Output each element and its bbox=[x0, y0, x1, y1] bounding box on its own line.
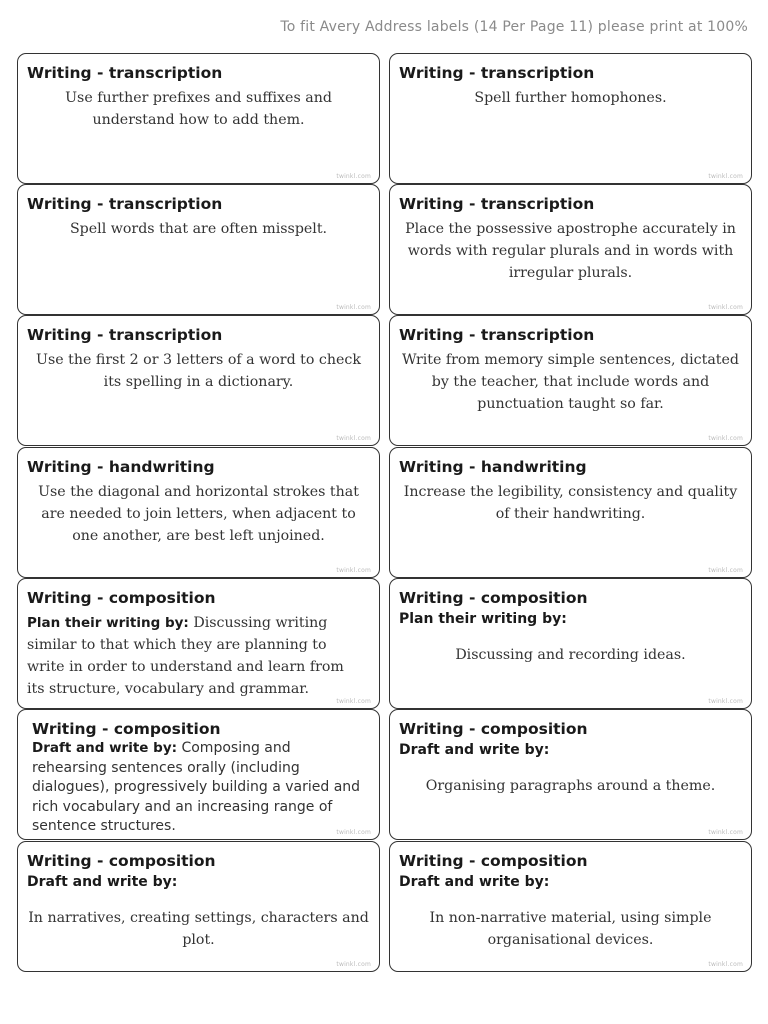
brand-mark: twinkl.com bbox=[336, 567, 371, 574]
card-title: Writing - transcription bbox=[27, 326, 223, 344]
card-lead: Plan their writing by: bbox=[27, 615, 189, 631]
card-body: Discussing and recording ideas. bbox=[455, 647, 686, 663]
print-instruction: To fit Avery Address labels (14 Per Page 11) please print at 100% bbox=[280, 19, 748, 35]
card-body: Use the diagonal and horizontal strokes that are needed to join letters, when adjacent to one another, are best left unjoined. bbox=[38, 484, 359, 544]
label-card bbox=[17, 315, 380, 446]
card-text: Discussing writing similar to that which they are planning to write in order to understand and learn from its structure, vocabulary and grammar. bbox=[27, 615, 344, 697]
card-title: Writing - composition bbox=[32, 720, 221, 738]
label-card bbox=[17, 53, 380, 184]
card-body: Spell further homophones. bbox=[474, 90, 667, 106]
label-card bbox=[17, 709, 380, 840]
label-card bbox=[389, 447, 752, 578]
label-card bbox=[389, 184, 752, 315]
card-title: Writing - composition bbox=[399, 589, 588, 607]
card-title: Writing - composition bbox=[399, 852, 588, 870]
card-body: Place the possessive apostrophe accurately in words with regular plurals and in words with irregular plurals. bbox=[405, 221, 736, 281]
card-lead: Plan their writing by: bbox=[399, 611, 567, 627]
card-title: Writing - handwriting bbox=[399, 458, 587, 476]
brand-mark: twinkl.com bbox=[708, 698, 743, 705]
card-body bbox=[27, 612, 365, 700]
brand-mark: twinkl.com bbox=[336, 435, 371, 442]
brand-mark: twinkl.com bbox=[336, 698, 371, 705]
card-title: Writing - composition bbox=[27, 852, 216, 870]
card-title: Writing - transcription bbox=[399, 195, 595, 213]
label-card bbox=[17, 578, 380, 709]
card-title: Writing - transcription bbox=[27, 195, 223, 213]
card-body: Increase the legibility, consistency and quality of their handwriting. bbox=[403, 484, 738, 522]
label-card bbox=[389, 315, 752, 446]
label-card bbox=[389, 841, 752, 972]
card-lead: Draft and write by: bbox=[27, 874, 178, 890]
label-card bbox=[17, 841, 380, 972]
label-card bbox=[17, 184, 380, 315]
brand-mark: twinkl.com bbox=[336, 304, 371, 311]
card-body: Write from memory simple sentences, dictated by the teacher, that include words and punctuation taught so far. bbox=[402, 352, 739, 412]
card-body: Spell words that are often misspelt. bbox=[69, 221, 328, 237]
brand-mark: twinkl.com bbox=[708, 435, 743, 442]
card-lead: Draft and write by: bbox=[399, 742, 550, 758]
brand-mark: twinkl.com bbox=[708, 829, 743, 836]
card-title: Writing - transcription bbox=[399, 326, 595, 344]
card-title: Writing - transcription bbox=[27, 64, 223, 82]
label-card bbox=[389, 53, 752, 184]
card-body: In narratives, creating settings, characters and plot. bbox=[28, 910, 369, 948]
card-title: Writing - handwriting bbox=[27, 458, 215, 476]
card-body bbox=[32, 739, 365, 837]
card-title: Writing - composition bbox=[399, 720, 588, 738]
label-card bbox=[389, 578, 752, 709]
card-body: Organising paragraphs around a theme. bbox=[425, 778, 716, 794]
brand-mark: twinkl.com bbox=[708, 961, 743, 968]
label-card bbox=[389, 709, 752, 840]
brand-mark: twinkl.com bbox=[708, 304, 743, 311]
card-title: Writing - transcription bbox=[399, 64, 595, 82]
card-body: Use the first 2 or 3 letters of a word to check its spelling in a dictionary. bbox=[36, 352, 361, 390]
brand-mark: twinkl.com bbox=[708, 173, 743, 180]
card-lead: Draft and write by: bbox=[399, 874, 550, 890]
card-text: Composing and rehearsing sentences orally (including dialogues), progressively building a varied and rich vocabulary and an increasing range of sentence structures. bbox=[32, 740, 361, 834]
card-body: Use further prefixes and suffixes and understand how to add them. bbox=[65, 90, 332, 128]
card-title: Writing - composition bbox=[27, 589, 216, 607]
card-body: In non-narrative material, using simple organisational devices. bbox=[429, 910, 712, 948]
brand-mark: twinkl.com bbox=[336, 829, 371, 836]
brand-mark: twinkl.com bbox=[336, 173, 371, 180]
brand-mark: twinkl.com bbox=[708, 567, 743, 574]
brand-mark: twinkl.com bbox=[336, 961, 371, 968]
card-lead: Draft and write by: bbox=[32, 740, 178, 756]
label-card bbox=[17, 447, 380, 578]
